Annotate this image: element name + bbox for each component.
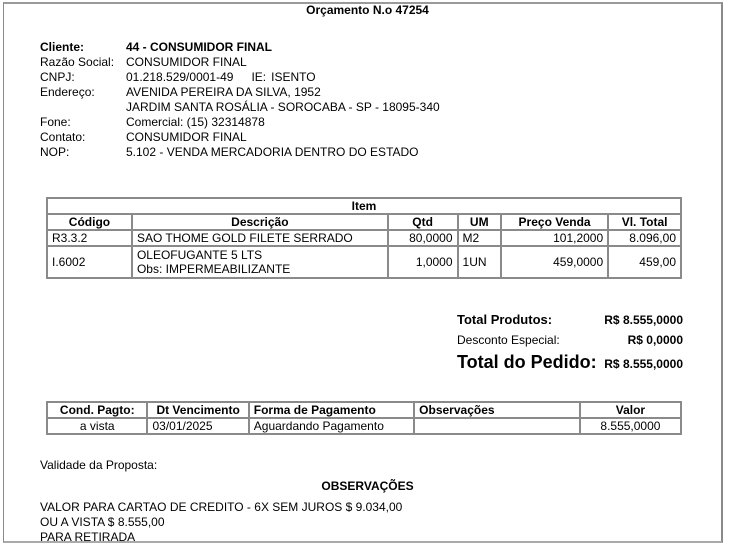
desconto-row: [457, 330, 683, 350]
header-codigo: Código: [47, 214, 132, 230]
table-row: [47, 230, 681, 246]
header-cond-pagto: Cond. Pagto:: [47, 402, 147, 418]
pay-forma: Aguardando Pagamento: [249, 418, 414, 434]
endereco-line2-row: [40, 100, 440, 115]
observacao-line: PARA RETIRADA: [40, 530, 136, 544]
observacoes-text: [40, 500, 402, 545]
contato-value: CONSUMIDOR FINAL: [126, 130, 247, 144]
fone-value: Comercial: (15) 32314878: [126, 115, 265, 129]
item-um: 1UN: [458, 246, 501, 278]
endereco-row: [40, 85, 440, 100]
razao-social-label: Razão Social:: [40, 55, 115, 69]
client-value: 44 - CONSUMIDOR FINAL: [126, 40, 273, 54]
observacao-line: OU A VISTA $ 8.555,00: [40, 515, 165, 529]
total-produtos-value: R$ 8.555,0000: [604, 313, 683, 327]
total-pedido-row: [457, 350, 683, 374]
items-caption-row: [47, 198, 681, 214]
item-descricao-cell: [132, 246, 388, 278]
fone-row: [40, 115, 440, 130]
contato-row: [40, 130, 440, 145]
item-obs: Obs: IMPERMEABILIZANTE: [136, 262, 291, 276]
cnpj-value: 01.218.529/0001-49: [126, 70, 234, 84]
total-produtos-row: [457, 309, 683, 330]
desconto-label: Desconto Especial:: [457, 333, 560, 347]
header-qtd: Qtd: [388, 214, 458, 230]
client-row: [40, 40, 440, 55]
pay-obs: [414, 418, 580, 434]
observacoes-title: OBSERVAÇÕES: [321, 479, 414, 493]
nop-value: 5.102 - VENDA MERCADORIA DENTRO DO ESTADO: [126, 145, 419, 159]
header-um: UM: [458, 214, 501, 230]
item-total: 8.096,00: [608, 230, 681, 246]
contato-label: Contato:: [40, 130, 86, 144]
header-forma-pagamento: Forma de Pagamento: [249, 402, 414, 418]
item-qtd: 1,0000: [388, 246, 458, 278]
razao-social-row: [40, 55, 440, 70]
header-dt-vencimento: Dt Vencimento: [147, 402, 248, 418]
item-preco: 101,2000: [501, 230, 608, 246]
nop-row: [40, 145, 440, 160]
pay-vencimento: 03/01/2025: [147, 418, 248, 434]
item-um: M2: [458, 230, 501, 246]
cnpj-label: CNPJ:: [40, 70, 75, 84]
client-label: Cliente:: [40, 40, 85, 54]
nop-label: NOP:: [40, 145, 70, 159]
validade-label: Validade da Proposta:: [40, 458, 158, 472]
ie-value: ISENTO: [271, 70, 316, 84]
header-preco-venda: Preço Venda: [501, 214, 608, 230]
header-vl-total: Vl. Total: [608, 214, 681, 230]
table-row: [47, 418, 681, 434]
desconto-value: R$ 0,0000: [627, 333, 683, 347]
header-descricao: Descrição: [132, 214, 388, 230]
items-header-row: [47, 214, 681, 230]
pay-cond: a vista: [47, 418, 147, 434]
item-preco: 459,0000: [501, 246, 608, 278]
cnpj-row: [40, 70, 440, 85]
endereco-line2-value: JARDIM SANTA ROSÁLIA - SOROCABA - SP - 18095-340: [126, 100, 440, 114]
item-codigo: R3.3.2: [47, 230, 132, 246]
item-codigo: I.6002: [47, 246, 132, 278]
payment-table: [46, 401, 682, 435]
item-qtd: 80,0000: [388, 230, 458, 246]
payment-header-row: [47, 402, 681, 418]
table-row: [47, 246, 681, 278]
item-descricao: SAO THOME GOLD FILETE SERRADO: [132, 230, 388, 246]
razao-social-value: CONSUMIDOR FINAL: [126, 55, 247, 69]
totals-block: [457, 309, 683, 374]
ie-label: IE:: [251, 70, 267, 84]
pay-valor: 8.555,0000: [580, 418, 681, 434]
total-pedido-label: Total do Pedido:: [457, 352, 597, 372]
header-valor: Valor: [580, 402, 681, 418]
endereco-label: Endereço:: [40, 85, 95, 99]
client-info: [40, 40, 440, 160]
header-observacoes: Observações: [414, 402, 580, 418]
total-pedido-value: R$ 8.555,0000: [604, 357, 683, 371]
observacao-line: VALOR PARA CARTAO DE CREDITO - 6X SEM JUROS $ 9.034,00: [40, 500, 403, 514]
endereco-line2-label: [40, 100, 126, 115]
item-total: 459,00: [608, 246, 681, 278]
fone-label: Fone:: [40, 115, 71, 129]
total-produtos-label: Total Produtos:: [457, 312, 553, 327]
endereco-value: AVENIDA PEREIRA DA SILVA, 1952: [126, 85, 321, 99]
item-descricao: OLEOFUGANTE 5 LTS: [136, 248, 263, 262]
document-title: Orçamento N.o 47254: [306, 3, 429, 17]
items-caption: Item: [47, 198, 681, 214]
items-table: [46, 197, 682, 279]
